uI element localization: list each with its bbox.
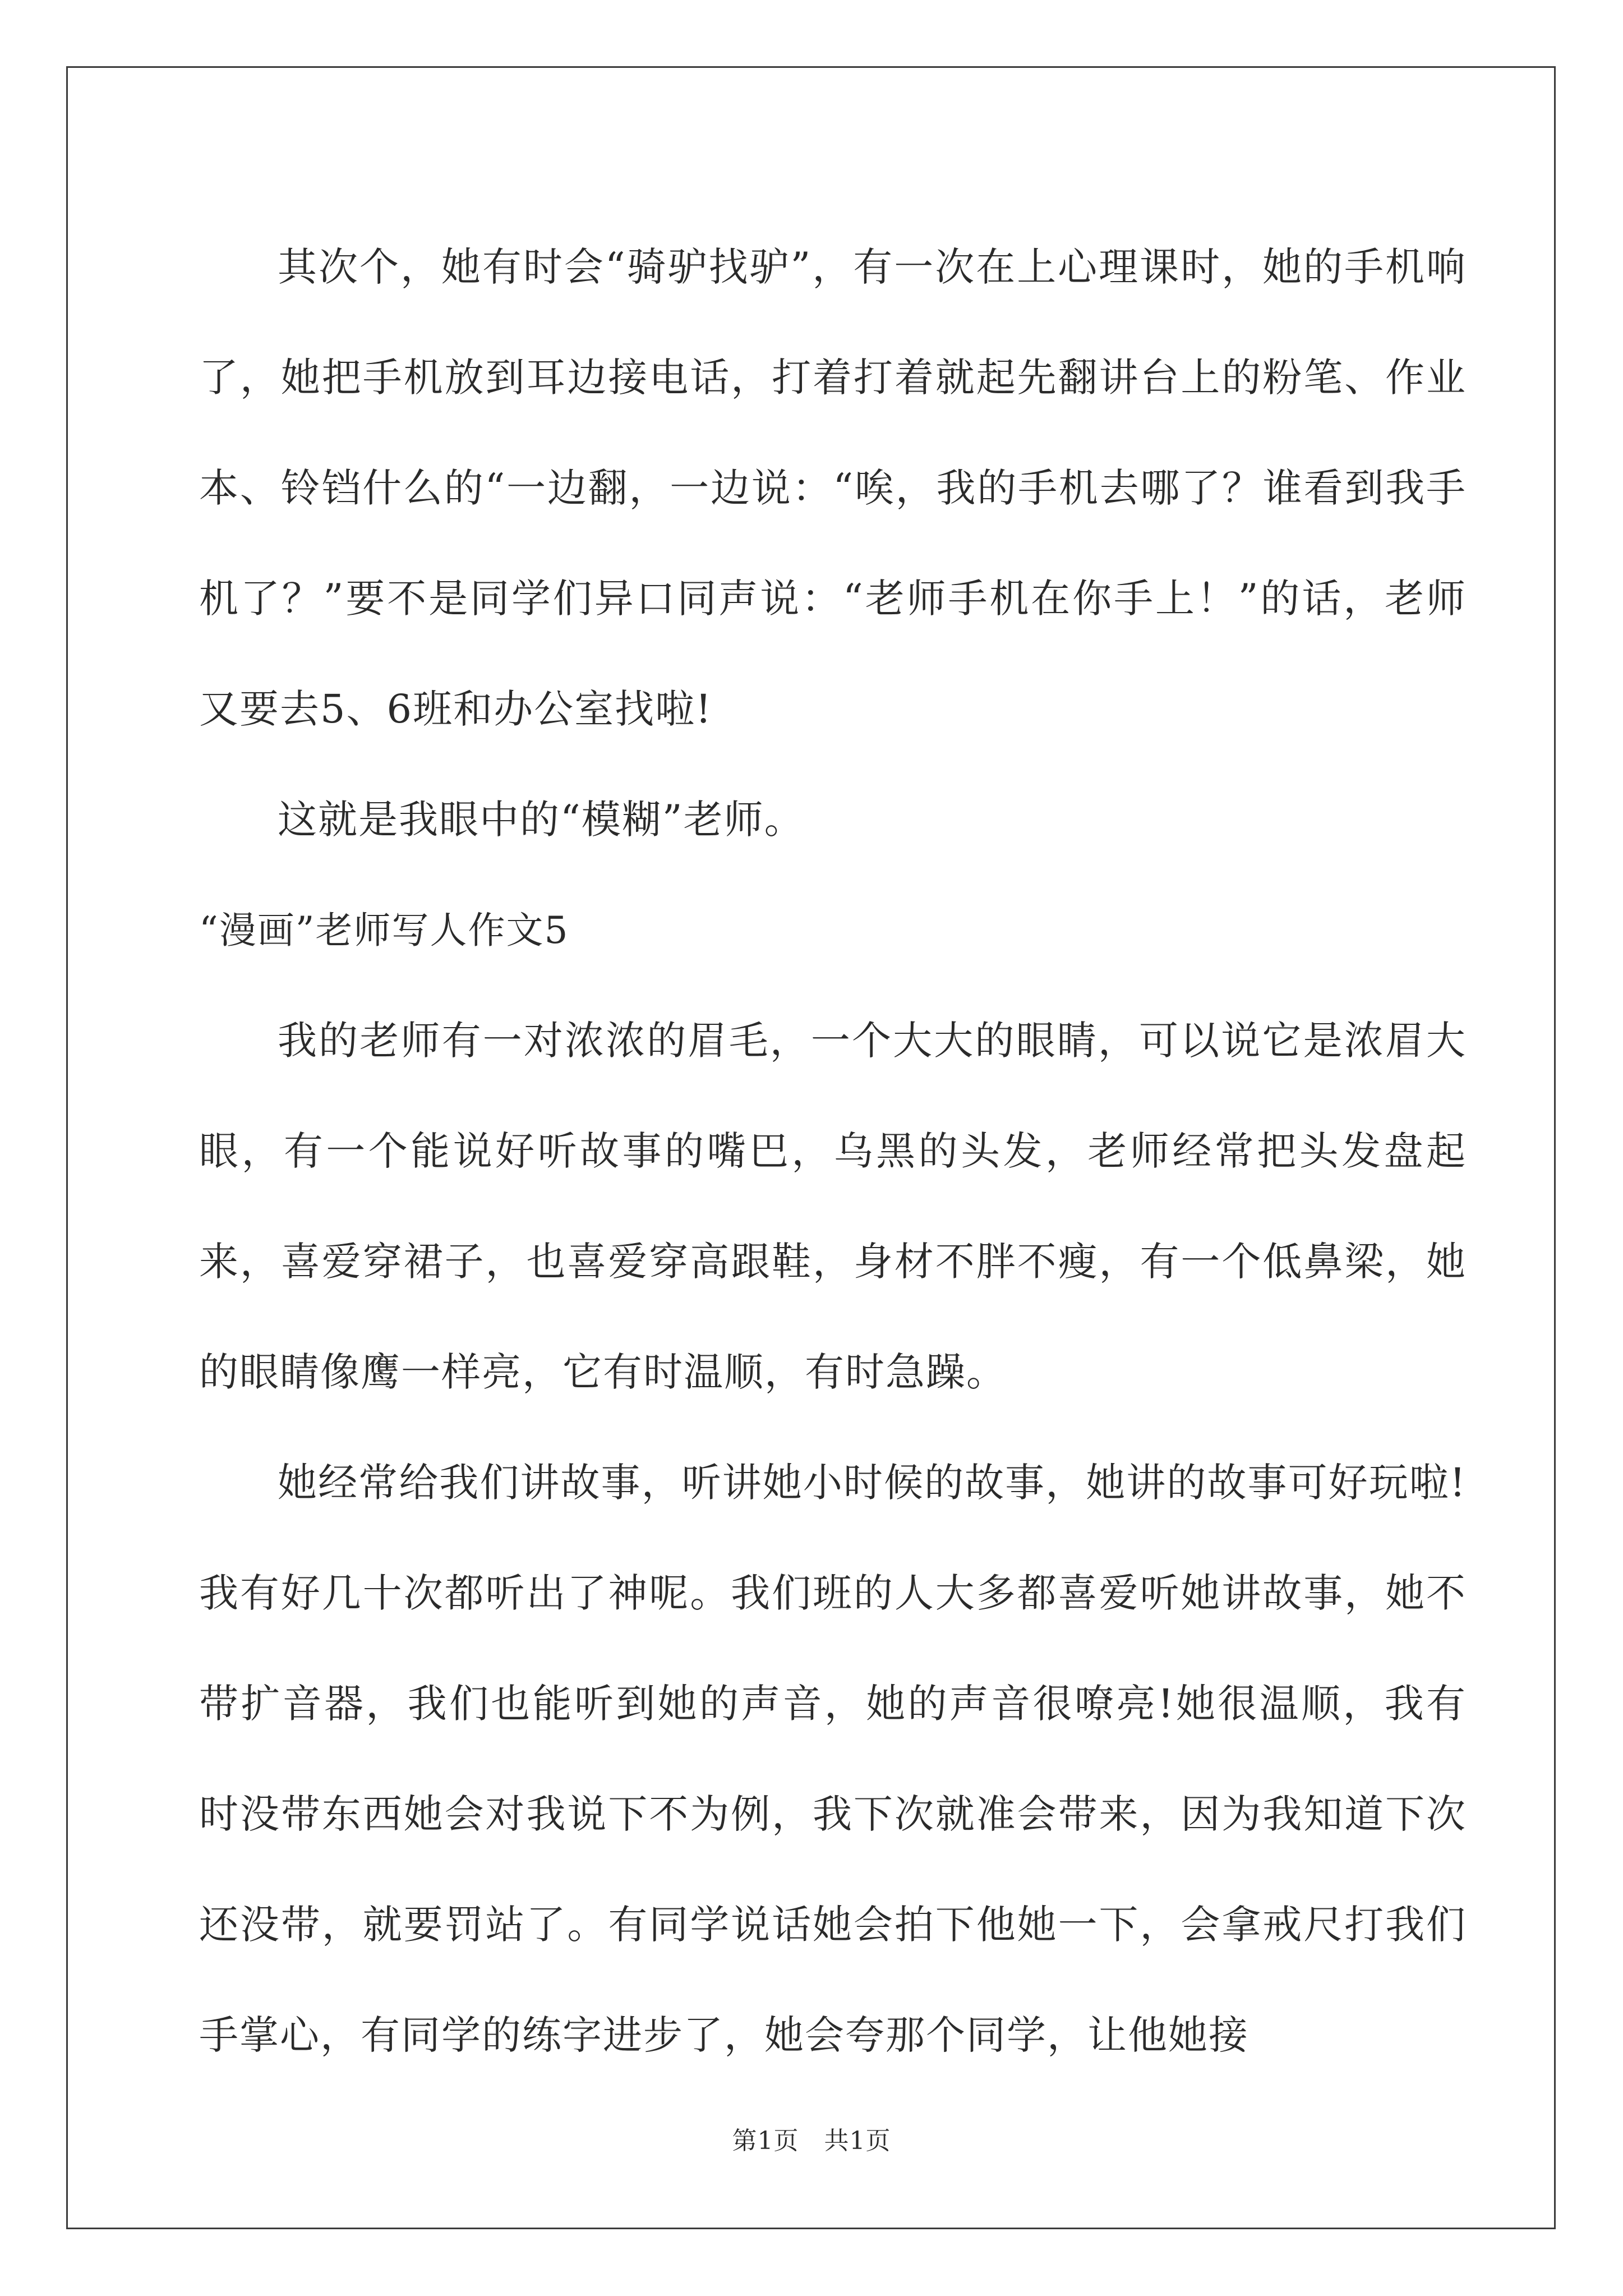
document-body	[199, 212, 1467, 2091]
section-title: “漫画”老师写人作文5	[199, 909, 569, 952]
paragraph: 我的老师有一对浓浓的眉毛，一个大大的眼睛，可以说它是浓眉大眼，有一个能说好听故事的嘴巴，乌黑的头发，老师经常把头发盘起来，喜爱穿裙子，也喜爱穿高跟鞋，身材不胖不瘦，有一个低鼻梁，她的眼睛像鹰一样亮，它有时温顺，有时急躁。	[199, 1018, 1467, 1395]
page-number: 第1页 共1页	[732, 2127, 891, 2155]
paragraph: 其次个，她有时会“骑驴找驴”，有一次在上心理课时，她的手机响了，她把手机放到耳边接电话，打着打着就起先翻讲台上的粉笔、作业本、铃铛什么的“一边翻，一边说：“唉，我的手机去哪了？谁看到我手机了？”要不是同学们异口同声说：“老师手机在你手上！”的话，老师又要去5、6班和办公室找啦!	[199, 244, 1467, 732]
paragraph: 她经常给我们讲故事，听讲她小时候的故事，她讲的故事可好玩啦!我有好几十次都听出了神呢。我们班的人大多都喜爱听她讲故事，她不带扩音器，我们也能听到她的声音，她的声音很嘹亮!她很温顺，我有时没带东西她会对我说下不为例，我下次就准会带来，因为我知道下次还没带，就要罚站了。有同学说话她会拍下他她一下，会拿戒尺打我们手掌心，有同学的练字进步了，她会夸那个同学，让他她接	[199, 1460, 1467, 2058]
paragraph: 这就是我眼中的“模糊”老师。	[278, 797, 805, 843]
